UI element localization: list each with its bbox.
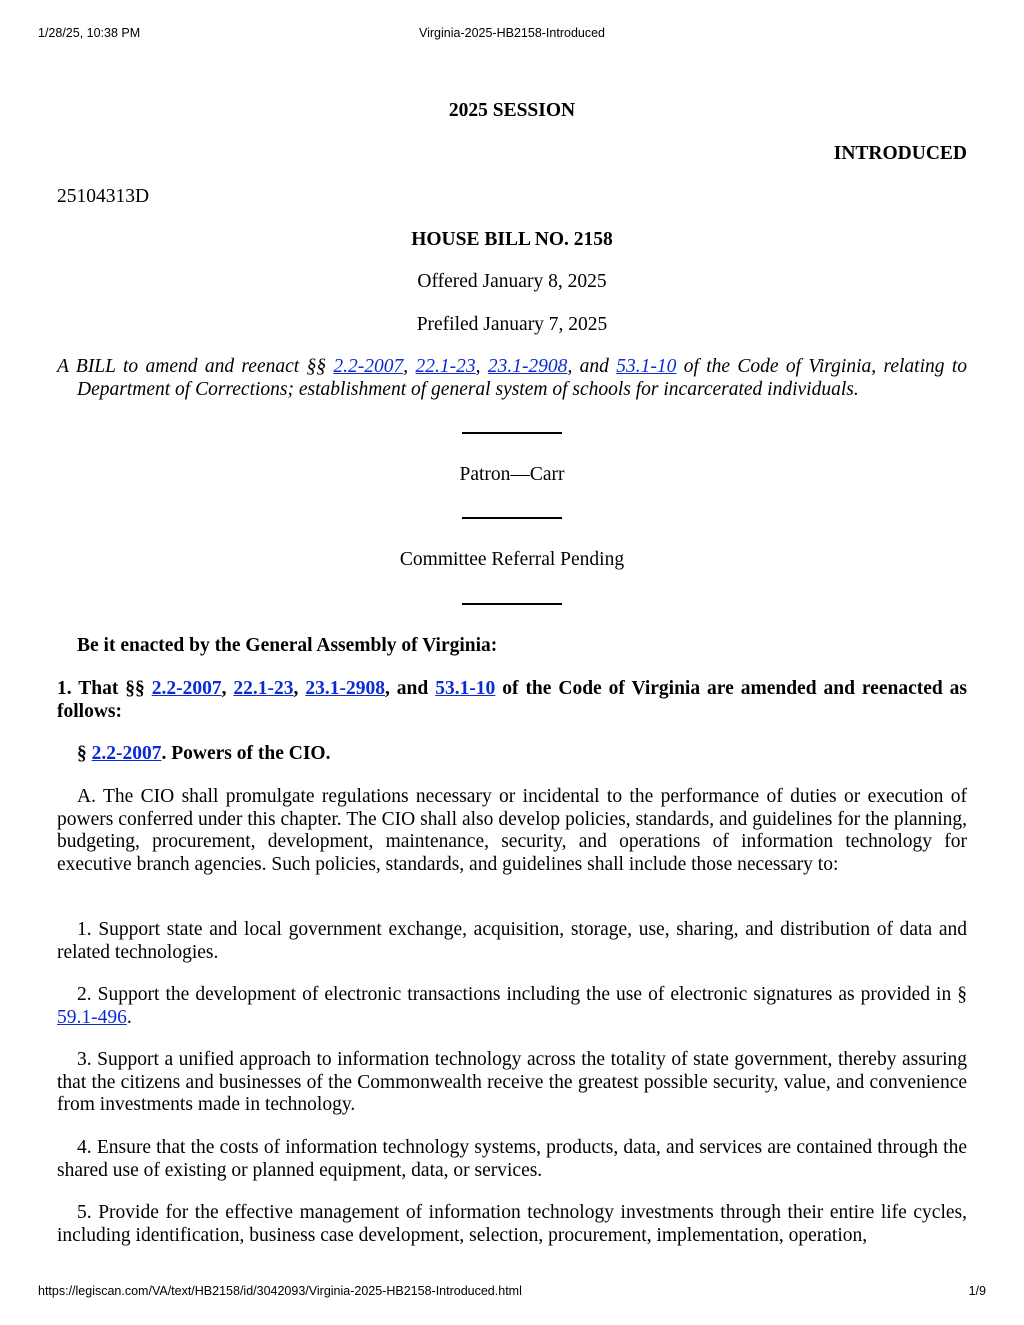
list-item-3: 3. Support a unified approach to information technology across the totality of state government, thereby assuring that the citizens and businesses of the Commonwealth receive the greatest possible security, value, and convenience from investments made in technology. [57, 1049, 967, 1115]
bill-title: A BILL to amend and reenact §§ 2.2-2007, 22.1-23, 23.1-2908, and 53.1-10 of the Code of Virginia, relating to Department of Corrections; establishment of general system of schools for incarcerated individuals. [57, 356, 967, 400]
bill-number: HOUSE BILL NO. 2158 [411, 229, 613, 250]
section-link-2-2-2007[interactable]: 2.2-2007 [91, 743, 162, 764]
print-title: Virginia-2025-HB2158-Introduced [419, 26, 605, 40]
print-footer [38, 1284, 986, 1300]
clause-link-2-2-2007[interactable]: 2.2-2007 [151, 678, 222, 699]
clause-link-22-1-23[interactable]: 22.1-23 [233, 678, 294, 699]
list-item-5: 5. Provide for the effective management of information technology investments through their entire life cycles, including identification, business case development, selection, procurement, implementation, operation, [57, 1202, 967, 1246]
patron: Patron—Carr [459, 464, 565, 485]
status-heading: INTRODUCED [833, 143, 967, 164]
session-heading: 2025 SESSION [448, 100, 576, 121]
divider-2 [57, 517, 967, 519]
print-url: https://legiscan.com/VA/text/HB2158/id/3042093/Virginia-2025-HB2158-Introduced.html [38, 1284, 522, 1298]
committee-referral: Committee Referral Pending [399, 549, 625, 570]
clause-link-53-1-10[interactable]: 53.1-10 [435, 678, 496, 699]
enacting-clause: Be it enacted by the General Assembly of Virginia: [77, 635, 498, 656]
divider-3 [57, 603, 967, 605]
section-heading: § 2.2-2007. Powers of the CIO. [77, 743, 331, 764]
bill-title-intro: A BILL to amend and reenact §§ [57, 356, 334, 377]
document-id: 25104313D [57, 186, 150, 207]
title-link-22-1-23[interactable]: 22.1-23 [415, 356, 476, 377]
list-item-4: 4. Ensure that the costs of information technology systems, products, data, and services are contained through the shared use of existing or planned equipment, data, or services. [57, 1137, 967, 1181]
item-link-59-1-496[interactable]: 59.1-496 [57, 1006, 127, 1028]
prefiled-date: Prefiled January 7, 2025 [416, 314, 608, 335]
offered-date: Offered January 8, 2025 [417, 271, 607, 292]
divider-1 [57, 432, 967, 434]
clause-link-23-1-2908[interactable]: 23.1-2908 [305, 678, 385, 699]
list-item-2: 2. Support the development of electronic transactions including the use of electronic signatures as provided in § 59.1-496. [57, 984, 967, 1028]
amendment-clause: 1. That §§ 2.2-2007, 22.1-23, 23.1-2908, and 53.1-10 of the Code of Virginia are amended and reenacted as follows: [57, 678, 967, 722]
title-link-53-1-10[interactable]: 53.1-10 [616, 356, 677, 377]
title-link-23-1-2908[interactable]: 23.1-2908 [487, 356, 568, 377]
bill-title-rest: of the Code of Virginia, relating to Department of Corrections; establishment of general system of schools for incarcerated individuals. [77, 356, 967, 400]
page-number: 1/9 [968, 1284, 986, 1298]
print-header [38, 26, 986, 42]
print-datetime: 1/28/25, 10:38 PM [38, 26, 141, 40]
paragraph-a: A. The CIO shall promulgate regulations necessary or incidental to the performance of duties or execution of powers conferred under this chapter. The CIO shall also develop policies, standards, and guidelines for the planning, budgeting, procurement, development, maintenance, security, and operations of information technology for executive branch agencies. Such policies, standards, and guidelines shall include those necessary to: [57, 786, 967, 875]
list-item-1: 1. Support state and local government exchange, acquisition, storage, use, sharing, and distribution of data and related technologies. [57, 919, 967, 963]
title-link-2-2-2007[interactable]: 2.2-2007 [333, 356, 404, 377]
